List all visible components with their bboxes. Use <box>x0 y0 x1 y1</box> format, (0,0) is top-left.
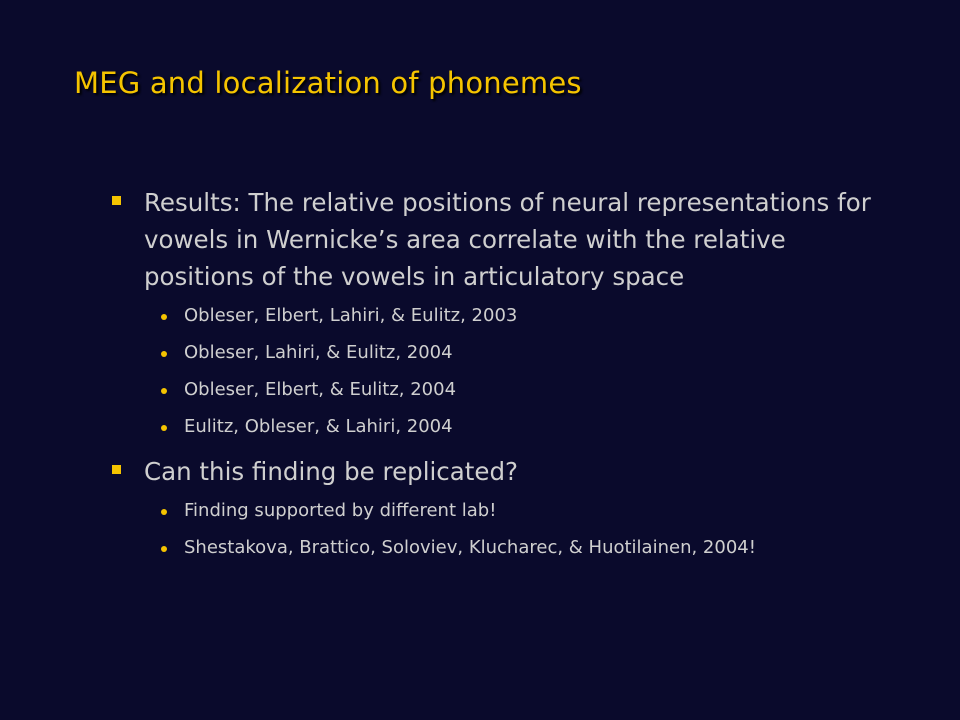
bullet-text: Results: The relative positions of neural representations for vowels in Wernicke’s area correlate with the relative positions of the vowels in articulatory space <box>144 188 871 291</box>
dot-bullet-icon <box>161 425 167 431</box>
dot-bullet-icon <box>161 388 167 394</box>
sub-bullet-text: Shestakova, Brattico, Soloviev, Klucharec, & Huotilainen, 2004! <box>184 537 756 558</box>
dot-bullet-icon <box>161 509 167 515</box>
sub-bullet-text: Eulitz, Obleser, & Lahiri, 2004 <box>184 416 453 437</box>
square-bullet-icon <box>112 196 121 205</box>
square-bullet-icon <box>112 465 121 474</box>
sub-bullet-text: Obleser, Elbert, Lahiri, & Eulitz, 2003 <box>184 305 518 326</box>
sub-bullet-text: Obleser, Elbert, & Eulitz, 2004 <box>184 379 457 400</box>
bullet-text: Can this finding be replicated? <box>144 457 519 486</box>
bullet-results <box>106 184 886 295</box>
dot-bullet-icon <box>161 546 167 552</box>
dot-bullet-icon <box>161 351 167 357</box>
sub-bullet <box>106 500 886 522</box>
dot-bullet-icon <box>161 314 167 320</box>
sub-bullet <box>106 537 886 559</box>
sub-bullet <box>106 342 886 364</box>
slide-body <box>106 184 886 574</box>
sub-bullet <box>106 379 886 401</box>
sub-bullet <box>106 305 886 327</box>
sub-bullet-text: Obleser, Lahiri, & Eulitz, 2004 <box>184 342 453 363</box>
sub-bullet-text: Finding supported by different lab! <box>184 500 497 521</box>
sub-bullet <box>106 416 886 438</box>
slide-title: MEG and localization of phonemes <box>74 66 582 100</box>
bullet-question <box>106 453 886 490</box>
